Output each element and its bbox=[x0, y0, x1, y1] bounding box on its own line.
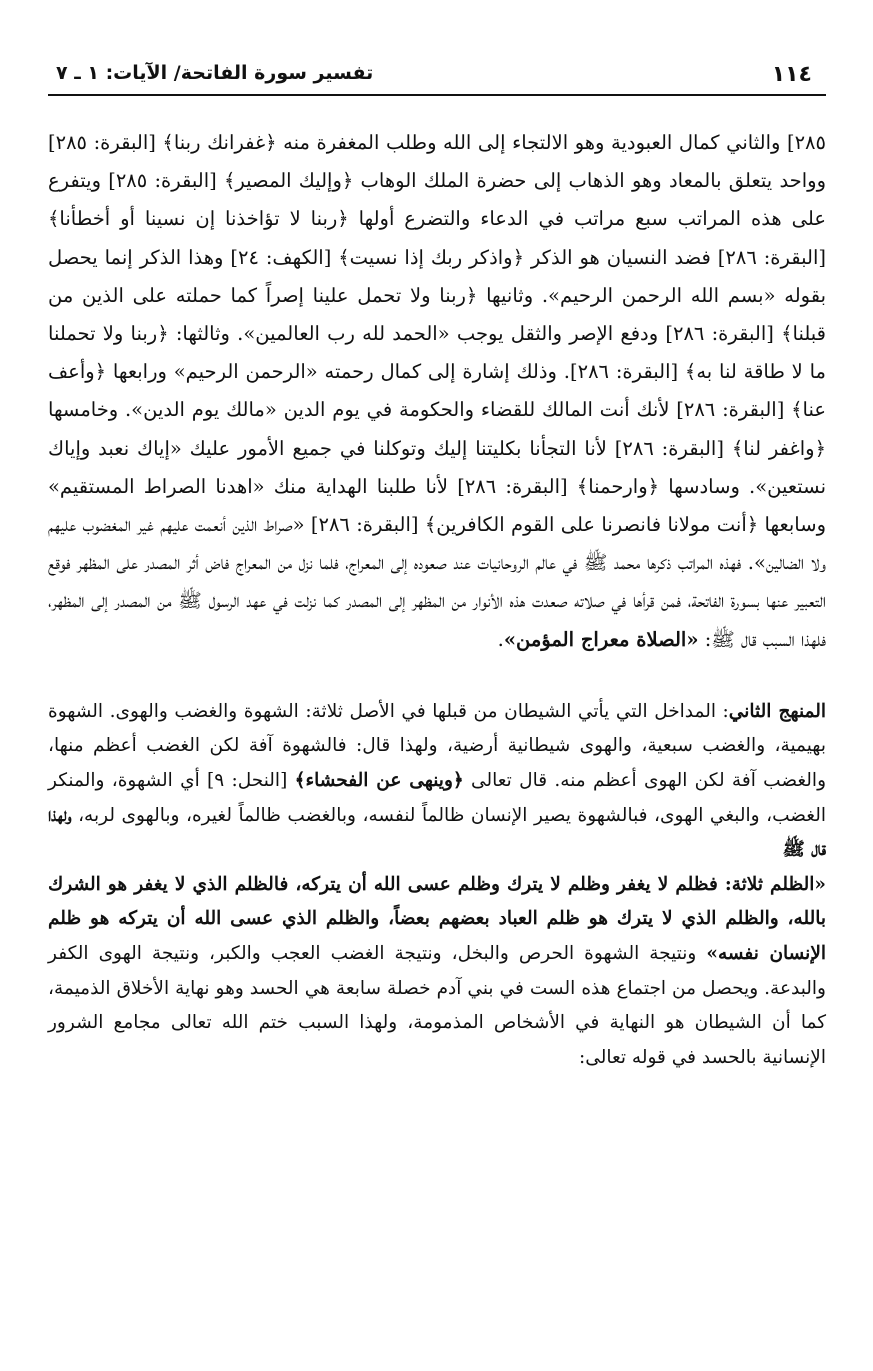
paragraph-text: : المداخل التي يأتي الشيطان من قبلها في الأصل ثلاثة: الشهوة والغضب والهوى. الشهوة بهيمية، والغضب سبعية، والهوى شيطانية أرضية، ولهذا قال: فالشهوة آفة لكن الغضب أعظم منها، والغضب آفة لكن الهوى أعظم منه. قال تعالى bbox=[48, 700, 827, 792]
section-heading: المنهج الثاني bbox=[728, 700, 826, 722]
running-title: تفسير سورة الفاتحة/ الآيات: ١ ـ ٧ bbox=[56, 62, 374, 84]
paragraph-text: ٢٨٥] والثاني كمال العبودية وهو الالتجاء إلى الله وطلب المغفرة منه ﴿غفرانك ربنا﴾ [البقرة: ٢٨٥] وواحد يتعلق بالمعاد وهو الذهاب إلى حضرة الملك الوهاب ﴿وإليك المصير﴾ [البقرة: ٢٨٥] ويتفرع على هذه المراتب سبع مراتب في الدعاء والتضرع أولها ﴿ربنا لا تؤاخذنا إن نسينا أو أخطأنا﴾ [البقرة: ٢٨٦] فضد النسيان هو الذكر ﴿واذكر ربك إذا نسيت﴾ [الكهف: ٢٤] وهذا الذكر إنما يحصل بقوله «بسم الله الرحمن الرحيم». وثانيها ﴿ربنا ولا تحمل علينا إصراً كما حملته على الذين من قبلنا﴾ [البقرة: ٢٨٦] ودفع الإصر والثقل يوجب «الحمد لله رب العالمين». وثالثها: ﴿ربنا ولا تحملنا ما لا طاقة لنا به﴾ [البقرة: ٢٨٦]. وذلك إشارة إلى كمال رحمته «الرحمن الرحيم» ورابعها ﴿وأعف عنا﴾ [البقرة: ٢٨٦] لأنك أنت المالك للقضاء والحكومة في يوم الدين «مالك يوم الدين». وخامسها ﴿واغفر لنا﴾ [البقرة: ٢٨٦] لأنا التجأنا بكليتنا إليك وتوكلنا في جميع الأمور عليك «إياك نعبد وإياك نستعين». وسادسها ﴿وارحمنا﴾ [البقرة: ٢٨٦] لأنا طلبنا الهداية منك «اهدنا الصراط المستقيم» وسابعها ﴿أنت مولانا فانصرنا على القوم الكافرين﴾ [البقرة: ٢٨٦] «صراط الذين أنعمت عليهم غير المغضوب عليهم ولا الضالين». فهذه المراتب ذكرها محمد ﷺ في عالم الروحانيات عند صعوده إلى المعراج، فلما نزل من المعراج فاض أثر المصدر على المظهر فوقع التعبير عنها بسورة الفاتحة، فمن قرأها في صلاته صعدت هذه الأنوار من المظهر إلى المصدر كما نزلت في عهد الرسول ﷺ من المصدر إلى المظهر، فلهذا السبب قال ﷺ: bbox=[48, 131, 827, 651]
quran-quote: ﴿وينهى عن الفحشاء﴾ bbox=[294, 770, 464, 792]
hadith-quote: «الظلم ثلاثة: فظلم لا يغفر وظلم لا يترك وظلم عسى الله أن يتركه، فالظلم الذي لا يغفر هو الشرك بالله، والظلم الذي لا يترك هو ظلم العباد بعضهم بعضاً، والظلم الذي عسى الله أن يتركه هو ظلم الإنسان نفسه» bbox=[48, 873, 827, 964]
page-number: ١١٤ bbox=[771, 62, 812, 87]
book-page bbox=[48, 48, 826, 1075]
hadith-quote: «الصلاة معراج المؤمن» bbox=[503, 627, 699, 651]
hadith-intro: ولهذا قال ﷺ bbox=[48, 804, 826, 861]
paragraph-text: ونتيجة الشهوة الحرص والبخل، ونتيجة الغضب العجب والكبر، ونتيجة الهوى الكفر والبدعة. ويحصل من اجتماع هذه الست في بني آدم خصلة سابعة هي الحسد وهو نهاية الأخلاق الذميمة، كما أن الشيطان هو النهاية في الأشخاص المذمومة، ولهذا السبب ختم الله تعالى مجامع الشرور الإنسانية بالحسد في قوله تعالى: bbox=[48, 943, 826, 1068]
paragraph-text-continued: [النحل: ٩] أي الشهوة، والمنكر الغضب، والبغي الهوى، فبالشهوة يصير الإنسان ظالماً لنفسه، وبالغضب ظالماً لغيره، وبالهوى لربه، bbox=[48, 770, 826, 826]
paragraph-end: . bbox=[497, 627, 504, 651]
paragraph-seven-stages bbox=[48, 124, 826, 659]
header-rule bbox=[48, 94, 826, 96]
paragraph-hadith-three-injustices bbox=[48, 868, 826, 1076]
paragraph-second-approach bbox=[48, 695, 826, 868]
page-header bbox=[48, 48, 826, 96]
